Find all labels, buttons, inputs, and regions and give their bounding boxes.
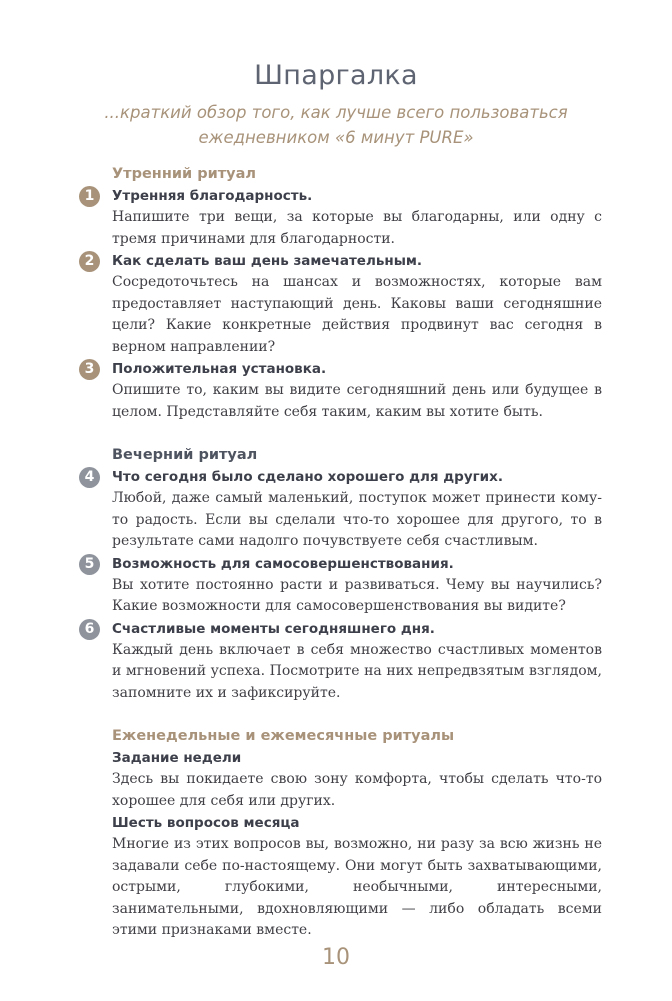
item-text: Здесь вы покидаете свою зону комфорта, чтобы сделать что-то хорошее для себя или других. bbox=[112, 771, 602, 809]
list-item bbox=[84, 185, 602, 250]
list-item bbox=[84, 358, 602, 423]
subtitle-line: ежедневником «6 минут PURE» bbox=[198, 128, 474, 147]
item-title: Возможность для самосовершенствования. bbox=[112, 555, 454, 572]
number-badge-1: 1 bbox=[79, 186, 100, 207]
item-text: Каждый день включает в себя множество счастливых моментов и мгновений успеха. Посмотрите на них непредвзятым взглядом, запомните их и зафиксируйте. bbox=[112, 641, 602, 701]
list-item bbox=[84, 618, 602, 705]
section-spacer bbox=[112, 423, 602, 444]
item-text: Многие из этих вопросов вы, возможно, ни разу за всю жизнь не задавали себе по-настоящему. Они могут быть захватывающими, острыми, глубокими, необычными, интересными, занимательными, вдохновляющими — либо обладать всеми этими признаками вместе. bbox=[112, 836, 602, 938]
item-title: Что сегодня было сделано хорошего для других. bbox=[112, 469, 503, 485]
item-title: Счастливые моменты сегодняшнего дня. bbox=[112, 620, 435, 637]
weekly-monthly-heading: Еженедельные и ежемесячные ритуалы bbox=[112, 728, 455, 744]
cheatsheet-content bbox=[84, 163, 602, 942]
number-badge-4: 4 bbox=[79, 467, 100, 488]
item-text: Вы хотите постоянно расти и развиваться. Чему вы научились? Какие возможности для самосовершенствования вы видите? bbox=[112, 576, 602, 614]
section-spacer bbox=[112, 704, 602, 725]
item-text: Любой, даже самый маленький, поступок может принести кому-то радость. Если вы сделали что-то хорошее для другого, то в результате сами надолго почувствуете себя счастливым. bbox=[112, 490, 602, 549]
item-title: Задание недели bbox=[112, 750, 242, 766]
list-item bbox=[112, 812, 602, 942]
item-title: Положительная установка. bbox=[112, 361, 327, 377]
item-text: Напишите три вещи, за которые вы благодарны, или одну с тремя причинами для благодарности. bbox=[112, 209, 602, 247]
subtitle-line: ...краткий обзор того, как лучше всего пользоваться bbox=[104, 103, 568, 122]
number-badge-5: 5 bbox=[79, 554, 100, 575]
morning-ritual-heading: Утренний ритуал bbox=[112, 166, 257, 182]
number-badge-2: 2 bbox=[79, 251, 100, 272]
list-item bbox=[112, 747, 602, 812]
subtitle bbox=[0, 100, 672, 150]
item-title: Как сделать ваш день замечательным. bbox=[112, 253, 423, 269]
number-badge-3: 3 bbox=[79, 359, 100, 380]
item-text: Сосредоточьтесь на шансах и возможностях, которые вам предоставляет наступающий день. Каковы ваши сегодняшние цели? Какие конкретные действия продвинут вас сегодня в верном направлении? bbox=[112, 274, 602, 355]
list-item bbox=[84, 553, 602, 618]
item-title: Шесть вопросов месяца bbox=[112, 815, 300, 831]
item-title: Утренняя благодарность. bbox=[112, 188, 313, 204]
page-title: Шпаргалка bbox=[254, 60, 418, 91]
list-item bbox=[84, 466, 602, 553]
number-badge-6: 6 bbox=[79, 619, 100, 640]
evening-ritual-heading: Вечерний ритуал bbox=[112, 447, 258, 463]
list-item bbox=[84, 250, 602, 358]
item-text: Опишите то, каким вы видите сегодняшний день или будущее в целом. Представляйте себя таким, каким вы хотите быть. bbox=[112, 382, 602, 420]
page-number: 10 bbox=[322, 945, 350, 970]
